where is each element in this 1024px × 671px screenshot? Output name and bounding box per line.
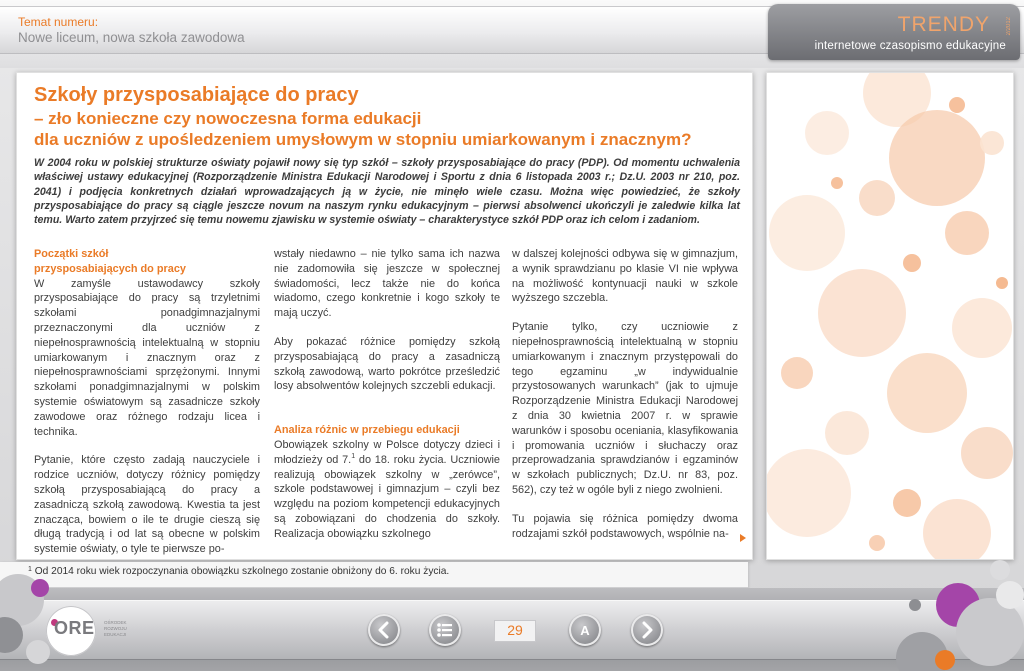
- paragraph: wstały niedawno – nie tylko sama ich nazwa nie zadomowiła się jeszcze w społecznej świadomości, lecz także nie do końca wiadomo, czego konkretnie i kogo szkoły te mają uczyć.: [274, 248, 500, 320]
- logo-caption-line: ROZWOJU: [104, 626, 127, 631]
- section-heading-line-2: przysposabiających do pracy: [34, 262, 186, 275]
- ore-logo-caption: [104, 620, 127, 638]
- table-of-contents-button[interactable]: [429, 614, 461, 646]
- footnote-text: Od 2014 roku wiek rozpoczynania obowiązku szkolnego zostanie obniżony do 6. roku życia.: [31, 566, 450, 577]
- paragraph-text: Obowiązek szkolny w Polsce dotyczy dzieci i młodzieży od 7.: [274, 438, 500, 466]
- chevron-left-icon: [368, 614, 400, 646]
- article-page: [16, 72, 753, 560]
- svg-text:A: A: [580, 623, 590, 638]
- ore-logo-text: ORE: [54, 618, 95, 638]
- brand-tab: [768, 4, 1020, 60]
- previous-page-button[interactable]: [368, 614, 400, 646]
- paragraph: [274, 438, 500, 542]
- list-icon: [429, 614, 461, 646]
- next-page-button[interactable]: [631, 614, 663, 646]
- topic-title: Nowe liceum, nowa szkoła zawodowa: [18, 30, 245, 45]
- text-column-2: [274, 247, 500, 542]
- footnote-ref[interactable]: 1: [351, 452, 356, 460]
- section-heading: [34, 247, 260, 277]
- paragraph: Pytanie tylko, czy uczniowie z niepełnosprawnością intelektualną w stopniu umiarkowanym i znacznym przystępowali do tego egzaminu „w indywidualnie przystosowanych warunkach” (jak to ujmuje Rozporządzenie Ministra Edukacji Narodowej z dnia 30 kwietnia 2007 r. w sprawie warunków i sposobu oceniania, klasyfikowania i promowania uczniów i słuchaczy oraz przeprowadzania sprawdzianów i egzaminów w szkołach publicznych; Dz.U. nr 83, poz. 562), czy też w ogóle byli z niego zwolnieni.: [512, 321, 738, 496]
- paragraph-text: do 18. roku życia. Uczniowie realizują obowiązek szkolny w „zerówce”, szkole podstawowej i gimnazjum – czyli bez względu na poziom kompetencji edukacyjnych są zobowiązani do chodzenia do szkoły. Realizacja obowiązku szkolnego: [274, 453, 500, 540]
- title-line-3: dla uczniów z upośledzeniem umysłowym w stopniu umiarkowanym i znacznym?: [34, 130, 692, 149]
- paragraph: Pytanie, które często zadają nauczyciele i rodzice uczniów, dotyczy różnicy pomiędzy szkołą przysposabiającą do pracy a zasadniczą szkołą zawodową. Kwestia ta jest znacząca, bowiem o ile te drugie cieszą się długą tradycją i od lat są obecne w polskim systemie oświaty, o tyle te pierwsze po-: [34, 454, 260, 556]
- text-column-3: [512, 247, 738, 541]
- paragraph: W zamyśle ustawodawcy szkoły przysposabiające do pracy są trzyletnimi szkołami ponadgimnazjalnymi przeznaczonymi dla uczniów z niepełnosprawnością intelektualną w stopniu umiarkowanym i znacznym oraz z niepełnosprawnościami sprzężonymi. Innymi szkołami ponadgimnazjalnymi w polskim systemie oświatowym są zasadnicze szkoły zawodowe oraz różnego rodzaju licea i technika.: [34, 277, 260, 438]
- continue-arrow-icon[interactable]: [740, 534, 746, 542]
- font-size-icon: [569, 614, 601, 646]
- article-lead: W 2004 roku w polskiej strukturze oświaty pojawił nowy się typ szkół – szkoły przysposabiające do pracy (PDP). Od momentu uchwalenia właściwej ustawy edukacyjnej (Rozporządzenie Ministra Edukacji Narodowej i Sportu z dnia 6 listopada 2003 r.; Dz.U. 2003 nr 210, poz. 2041) i podjęcia konkretnych działań wprowadzających ją w życie, nie minęło wiele czasu. Można więc powiedzieć, że szkoły przysposabiające do pracy są ciągle jeszcze novum na naszym rynku edukacyjnym – pierwsi absolwenci ukończyli je zaledwie kilka lat temu. Warto zatem przyjrzeć się temu nowemu zjawisku w systemie oświaty – charakterystyce szkół PDP oraz ich celom i zadaniom.: [34, 157, 740, 227]
- footnote-marker: 1: [28, 566, 32, 573]
- brand-subtitle: internetowe czasopismo edukacyjne: [814, 40, 1006, 52]
- title-line-2: – zło konieczne czy nowoczesna forma edukacji: [34, 109, 422, 128]
- page-number: 29: [507, 622, 523, 638]
- paragraph: Aby pokazać różnice pomiędzy szkołą przysposabiającą do pracy a zasadniczą szkołą zawodową, warto pokrótce prześledzić losy absolwentów kolejnych szczebli edukacji.: [274, 335, 500, 393]
- brand-year: 2/2012: [1006, 17, 1012, 36]
- font-size-button[interactable]: [569, 614, 601, 646]
- logo-caption-line: OŚRODEK: [104, 620, 127, 625]
- article-title: [34, 83, 744, 150]
- decoration-panel: [766, 72, 1014, 560]
- topic-label: Temat numeru:: [18, 15, 99, 29]
- logo-caption-line: EDUKACJI: [104, 632, 127, 637]
- section-heading: Analiza różnic w przebiegu edukacji: [274, 424, 460, 437]
- circles-decoration: [767, 73, 1014, 560]
- header: [0, 0, 1024, 68]
- section-heading-line-1: Początki szkół: [34, 248, 109, 260]
- brand-name: TRENDY: [897, 13, 990, 36]
- bottom-decoration: [0, 560, 1024, 671]
- title-line-1: Szkoły przysposabiające do pracy: [34, 84, 359, 106]
- chevron-right-icon: [631, 614, 663, 646]
- paragraph: w dalszej kolejności odbywa się w gimnazjum, a wynik sprawdzianu po klasie VI nie wpływa na możliwość kontynuacji nauki w szkole wyższego szczebla.: [512, 248, 738, 305]
- paragraph: Tu pojawia się różnica pomiędzy dwoma rodzajami szkół podstawowych, wspólnie na-: [512, 512, 738, 540]
- text-column-1: [34, 247, 260, 557]
